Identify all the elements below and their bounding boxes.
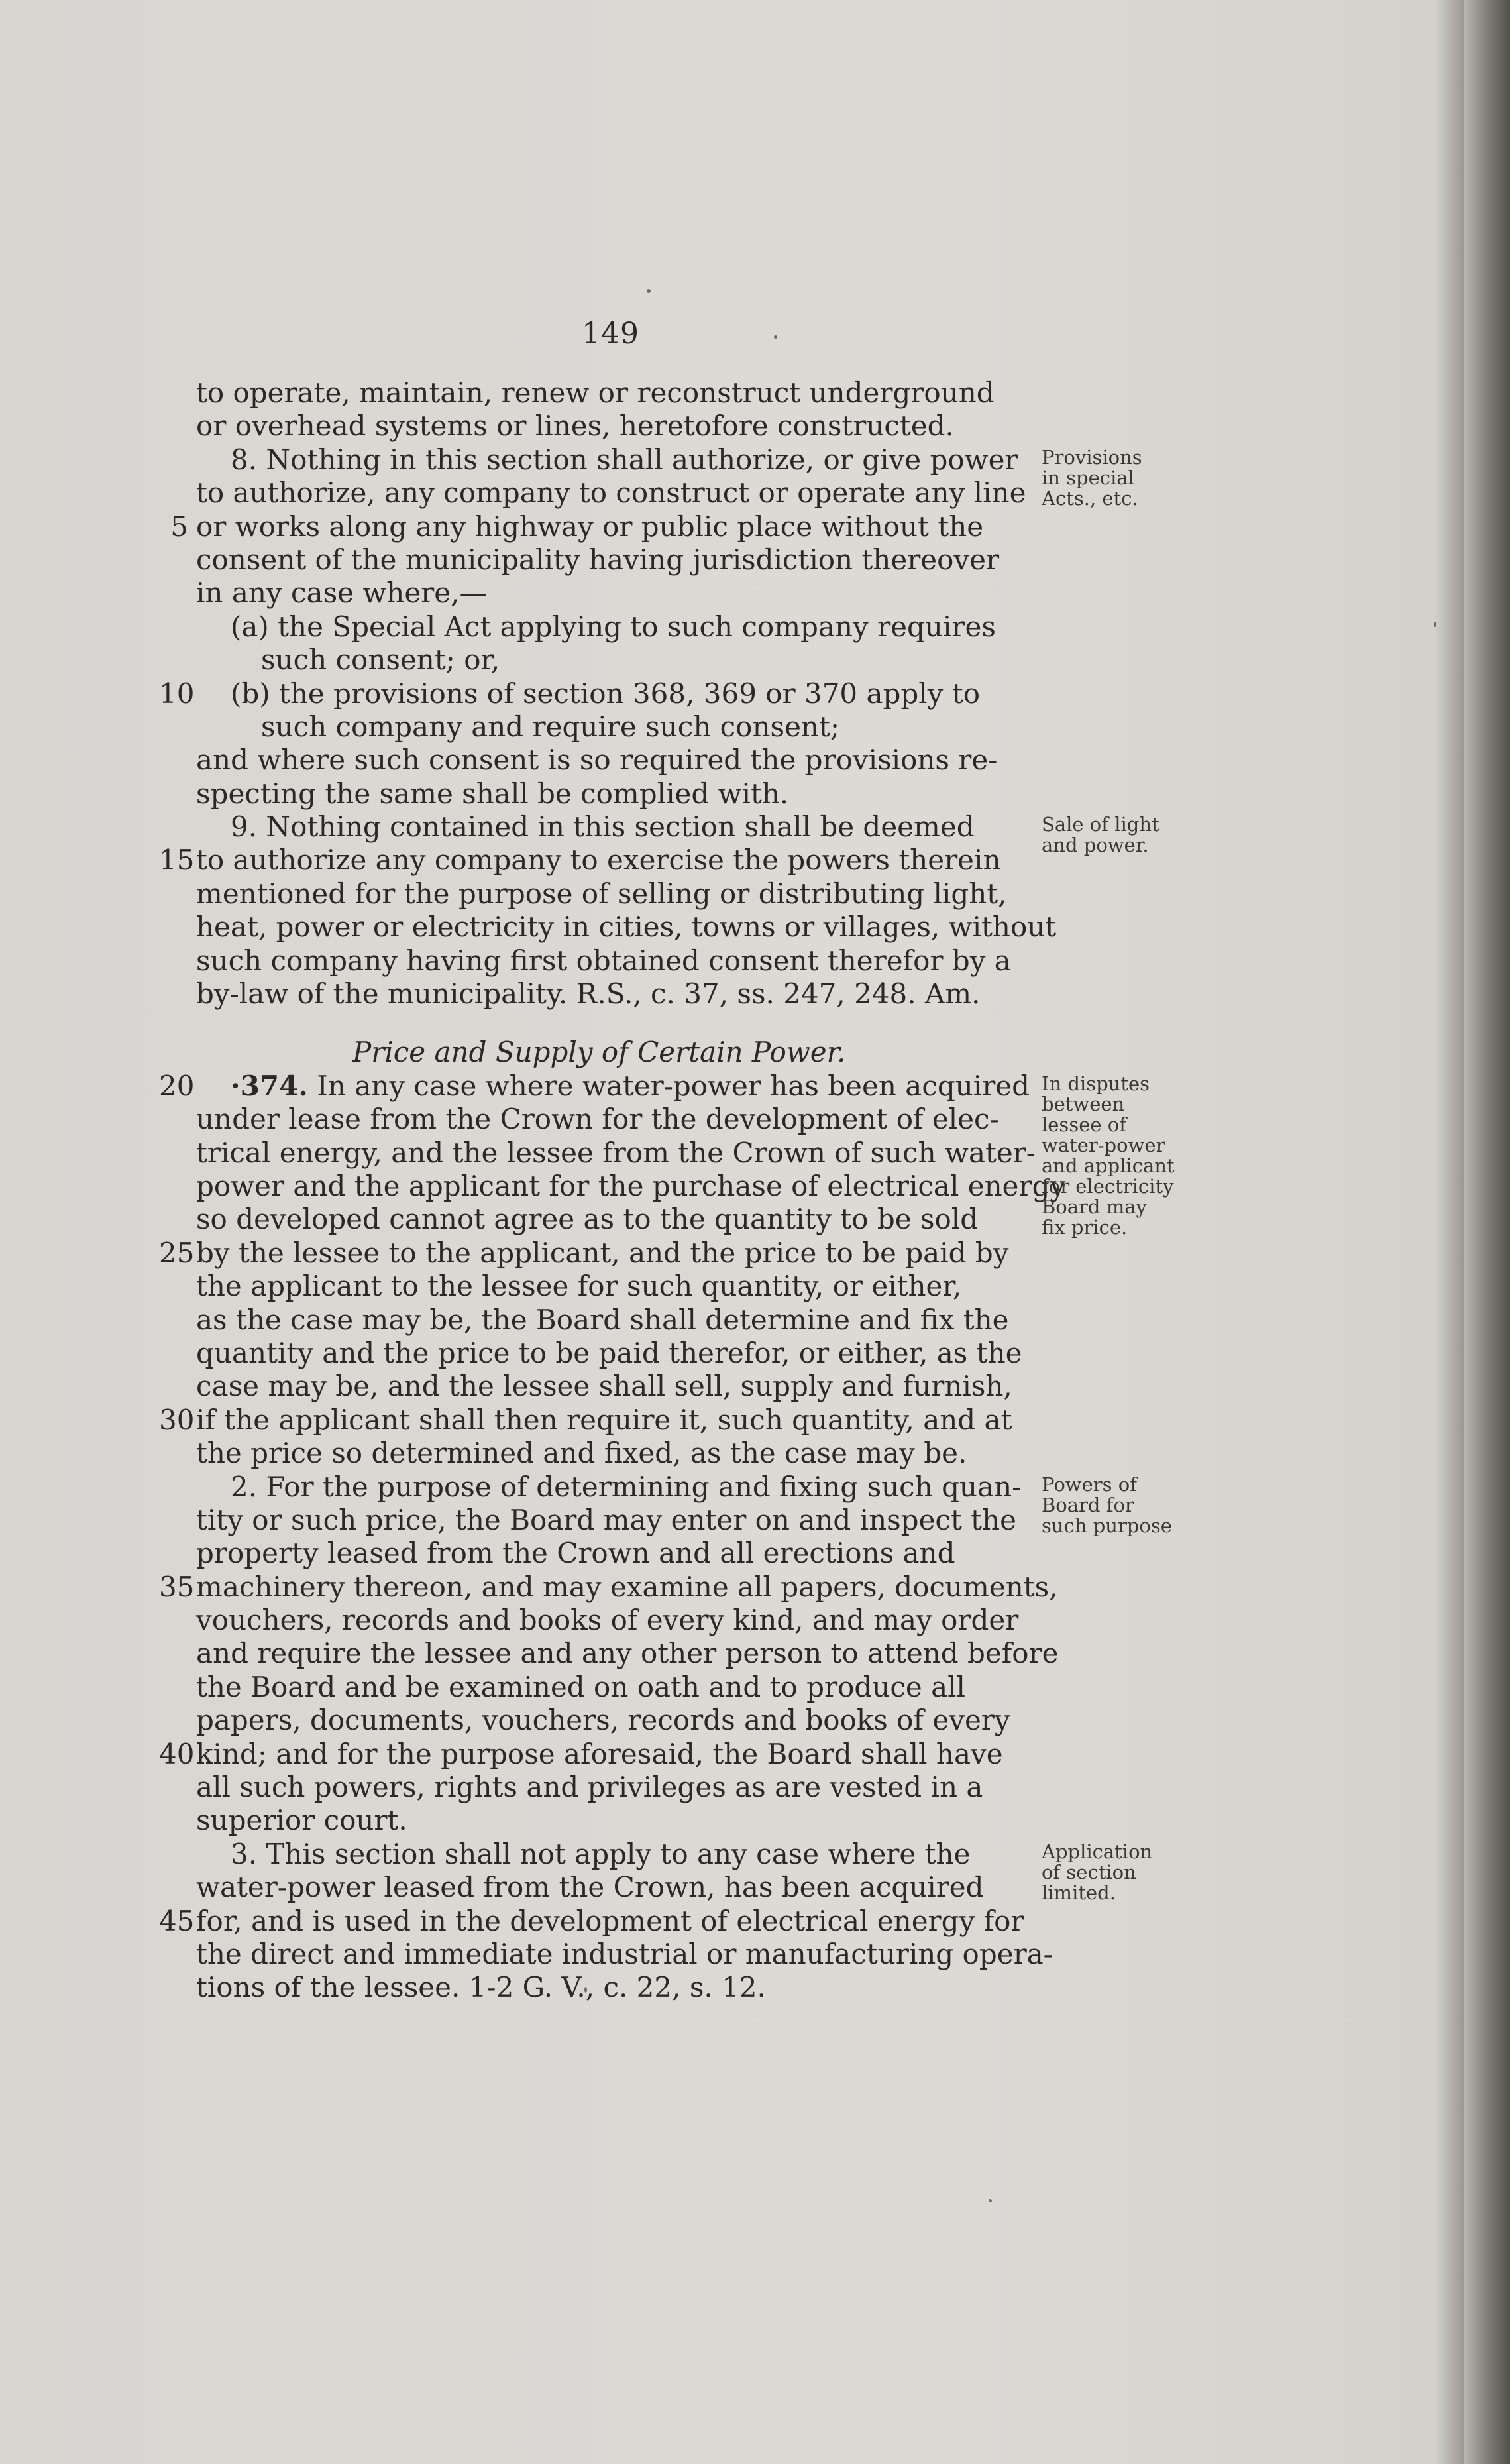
dust-speck (647, 289, 651, 293)
text-line (196, 978, 1038, 1011)
text-line (196, 577, 1038, 610)
line-text: ·374. In any case where water-power has been acquired (231, 1069, 1030, 1102)
line-text: or overhead systems or lines, heretofore constructed. (196, 410, 954, 443)
line-text: superior court. (196, 1804, 407, 1837)
text-line (196, 1471, 1038, 1504)
text-line (159, 1570, 1058, 1604)
line-text: consent of the municipality having jurisdiction thereover (196, 543, 1000, 576)
line-text: all such powers, rights and privileges as are vested in a (196, 1771, 983, 1804)
line-text: specting the same shall be complied with. (196, 777, 789, 810)
margin-note-line: Provisions (1042, 445, 1142, 469)
text-line (159, 677, 1038, 710)
page-gutter-shadow (1464, 0, 1510, 2464)
margin-note (1042, 1475, 1194, 1536)
margin-note-line: In disputes (1042, 1072, 1150, 1095)
line-text: quantity and the price to be paid therefor, or either, as the (196, 1336, 1022, 1369)
margin-note (1042, 814, 1194, 856)
line-text: or works along any highway or public place without the (196, 510, 984, 543)
line-text: mentioned for the purpose of selling or distributing light, (196, 877, 1007, 910)
line-text: heat, power or electricity in cities, towns or villages, without (196, 911, 1057, 944)
margin-note-line: limited. (1042, 1881, 1116, 1905)
margin-note-line: lessee of (1042, 1113, 1126, 1136)
margin-note-line: Acts., etc. (1042, 486, 1138, 510)
line-text: by the lessee to the applicant, and the price to be paid by (196, 1236, 1009, 1269)
text-line (196, 1671, 1038, 1704)
line-number: 15 (159, 844, 195, 877)
line-number: 25 (159, 1236, 195, 1269)
text-line (196, 1270, 1038, 1303)
section-number: ·374. (231, 1069, 308, 1102)
text-line (196, 944, 1038, 978)
line-number: 5 (170, 510, 188, 543)
margin-note (1042, 1842, 1194, 1903)
line-text: such consent; or, (261, 644, 500, 677)
text-line (196, 543, 1038, 577)
text-line (170, 510, 1038, 543)
line-text: so developed cannot agree as to the quantity to be sold (196, 1203, 979, 1236)
text-line (196, 1304, 1038, 1337)
line-text: to authorize any company to exercise the powers therein (196, 844, 1001, 877)
spacer (196, 1011, 1038, 1036)
text-line (159, 1069, 1038, 1103)
text-line (196, 1337, 1038, 1370)
margin-note-line: Powers of (1042, 1473, 1137, 1496)
text-line (196, 811, 1038, 844)
text-line (196, 1103, 1038, 1136)
margin-note-line: fix price. (1042, 1216, 1128, 1239)
line-text: papers, documents, vouchers, records and books of every (196, 1704, 1010, 1737)
line-text: such company having first obtained consent therefor by a (196, 944, 1011, 977)
text-line (196, 710, 1038, 744)
line-text: by-law of the municipality. R.S., c. 37, ss. 247, 248. Am. (196, 978, 981, 1011)
line-text: (b) the provisions of section 368, 369 or 370 apply to (231, 677, 980, 710)
margin-note-line: water-power (1042, 1134, 1165, 1156)
text-line (196, 1137, 1038, 1170)
line-text: water-power leased from the Crown, has been acquired (196, 1871, 984, 1904)
text-line (196, 1370, 1038, 1403)
line-text: 2. For the purpose of determining and fixing such quan- (231, 1470, 1022, 1503)
margin-note-line: and applicant (1042, 1154, 1175, 1177)
line-text: (a) the Special Act applying to such company requires (231, 610, 996, 643)
line-number: 35 (159, 1570, 195, 1603)
line-text: under lease from the Crown for the development of elec- (196, 1103, 999, 1136)
text-line (196, 1937, 1053, 1971)
line-number: 20 (159, 1069, 195, 1102)
margin-note-line: in special (1042, 466, 1134, 489)
line-text: vouchers, records and books of every kind, and may order (196, 1604, 1019, 1637)
line-number: 40 (159, 1737, 195, 1770)
line-text: trical energy, and the lessee from the Crown of such water- (196, 1136, 1036, 1169)
line-text: Price and Supply of Certain Power. (352, 1036, 846, 1069)
line-number: 10 (159, 677, 195, 710)
text-line (196, 911, 1057, 944)
margin-note-line: Board may (1042, 1196, 1147, 1218)
line-text: 8. Nothing in this section shall authorize, or give power (231, 443, 1018, 476)
text-line (159, 844, 1038, 877)
line-text: and where such consent is so required the provisions re- (196, 744, 998, 777)
text-line (196, 1203, 1038, 1236)
text-line (196, 376, 1038, 410)
line-text: the price so determined and fixed, as the case may be. (196, 1437, 967, 1470)
line-text: for, and is used in the development of electrical energy for (196, 1904, 1024, 1937)
text-line (196, 744, 1038, 777)
line-text: to operate, maintain, renew or reconstruct underground (196, 376, 995, 409)
line-text: as the case may be, the Board shall determine and fix the (196, 1303, 1009, 1336)
text-line (196, 1437, 1038, 1470)
line-text: such company and require such consent; (261, 710, 839, 743)
margin-note-line: such purpose (1042, 1514, 1172, 1537)
line-text: the Board and be examined on oath and to produce all (196, 1670, 965, 1703)
margin-note-line: between (1042, 1093, 1125, 1115)
text-line (196, 1504, 1038, 1537)
line-text: and require the lessee and any other person to attend before (196, 1637, 1059, 1670)
text-line (196, 1637, 1059, 1670)
text-line (159, 1236, 1038, 1270)
line-text: tions of the lessee. 1-2 G. V., c. 22, s. 12. (196, 1971, 766, 2004)
text-line (196, 1804, 1038, 1837)
text-line (159, 1904, 1038, 1938)
margin-note-line: of section (1042, 1861, 1136, 1884)
text-line (196, 1604, 1038, 1637)
text-line (196, 1704, 1038, 1737)
section-heading (196, 1036, 1038, 1069)
line-text: in any case where,— (196, 577, 488, 610)
line-text: 3. This section shall not apply to any case where the (231, 1837, 971, 1870)
text-line (196, 443, 1038, 476)
text-line (196, 777, 1038, 811)
line-text: the applicant to the lessee for such quantity, or either, (196, 1270, 962, 1303)
text-line (196, 1871, 1038, 1904)
margin-note (1042, 1074, 1194, 1238)
margin-note-line: for electricity (1042, 1175, 1174, 1198)
margin-note (1042, 447, 1194, 509)
line-text: to authorize, any company to construct or operate any line (196, 476, 1026, 510)
text-line (196, 1169, 1066, 1203)
line-text: case may be, and the lessee shall sell, supply and furnish, (196, 1370, 1012, 1403)
margin-note-line: Sale of light (1042, 813, 1159, 836)
line-text: the direct and immediate industrial or manufacturing opera- (196, 1937, 1053, 1970)
line-number: 45 (159, 1904, 195, 1937)
line-text: tity or such price, the Board may enter on and inspect the (196, 1503, 1016, 1536)
margin-note-line: Application (1042, 1840, 1153, 1864)
text-line (196, 877, 1038, 911)
text-line (196, 1971, 1038, 2004)
text-line (196, 644, 1038, 677)
text-line (196, 610, 1038, 644)
text-line (196, 1838, 1038, 1871)
text-line (196, 476, 1038, 510)
text-line (159, 1737, 1038, 1771)
text-line (196, 1537, 1038, 1570)
margin-note-line: and power. (1042, 834, 1149, 857)
page-number: 149 (582, 317, 639, 351)
text-line (159, 1403, 1038, 1437)
line-text: machinery thereon, and may examine all papers, documents, (196, 1570, 1058, 1603)
dust-speck (774, 335, 777, 339)
line-text: 9. Nothing contained in this section shall be deemed (231, 811, 975, 844)
dust-speck (989, 2199, 992, 2202)
line-number: 30 (159, 1403, 195, 1436)
dust-speck (1434, 622, 1436, 627)
text-line (196, 1771, 1038, 1804)
statute-text-block (159, 376, 1066, 2005)
line-text: power and the applicant for the purchase of electrical energy (196, 1169, 1066, 1202)
line-text: property leased from the Crown and all erections and (196, 1537, 955, 1570)
text-line (196, 410, 1038, 443)
margin-note-line: Board for (1042, 1493, 1134, 1516)
line-text: if the applicant shall then require it, such quantity, and at (196, 1403, 1012, 1436)
line-text: kind; and for the purpose aforesaid, the Board shall have (196, 1737, 1003, 1770)
